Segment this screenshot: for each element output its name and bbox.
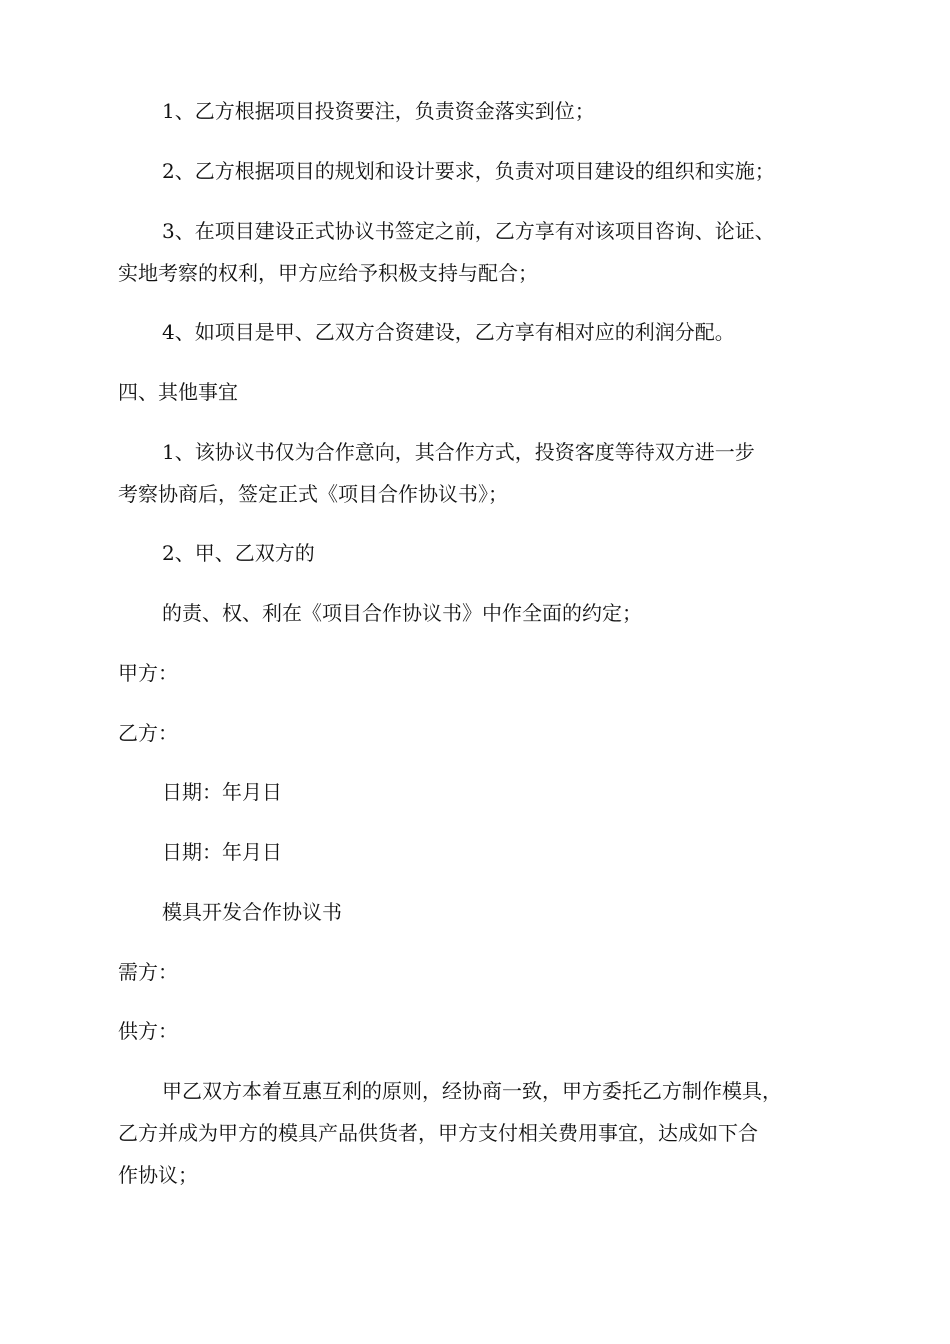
section-heading: 四、其他事宜 xyxy=(118,380,238,404)
text-line: 3、在项目建设正式协议书签定之前，乙方享有对该项目咨询、论证、 xyxy=(162,219,775,243)
party-b-label: 乙方： xyxy=(118,721,178,745)
date-line: 日期：年月日 xyxy=(162,780,282,804)
agreement-title: 模具开发合作协议书 xyxy=(162,900,342,924)
text-line: 1、乙方根据项目投资要注，负责资金落实到位； xyxy=(162,99,595,123)
text-line: 作协议； xyxy=(118,1163,198,1187)
text-line: 考察协商后，签定正式《项目合作协议书》； xyxy=(118,482,508,506)
text-line: 4、如项目是甲、乙双方合资建设，乙方享有相对应的利润分配。 xyxy=(162,320,735,344)
party-a-label: 甲方： xyxy=(118,661,178,685)
text-line: 1、该协议书仅为合作意向，其合作方式，投资客度等待双方进一步 xyxy=(162,440,755,464)
text-line: 甲乙双方本着互惠互利的原则，经协商一致，甲方委托乙方制作模具， xyxy=(162,1079,782,1103)
date-line: 日期：年月日 xyxy=(162,840,282,864)
text-line: 2、甲、乙双方的 xyxy=(162,541,315,565)
text-line: 的责、权、利在《项目合作协议书》中作全面的约定； xyxy=(162,601,642,625)
supplier-label: 供方： xyxy=(118,1019,178,1043)
text-line: 实地考察的权利，甲方应给予积极支持与配合； xyxy=(118,261,538,285)
buyer-label: 需方： xyxy=(118,960,178,984)
text-line: 乙方并成为甲方的模具产品供货者，甲方支付相关费用事宜，达成如下合 xyxy=(118,1121,758,1145)
text-line: 2、乙方根据项目的规划和设计要求，负责对项目建设的组织和实施； xyxy=(162,159,775,183)
